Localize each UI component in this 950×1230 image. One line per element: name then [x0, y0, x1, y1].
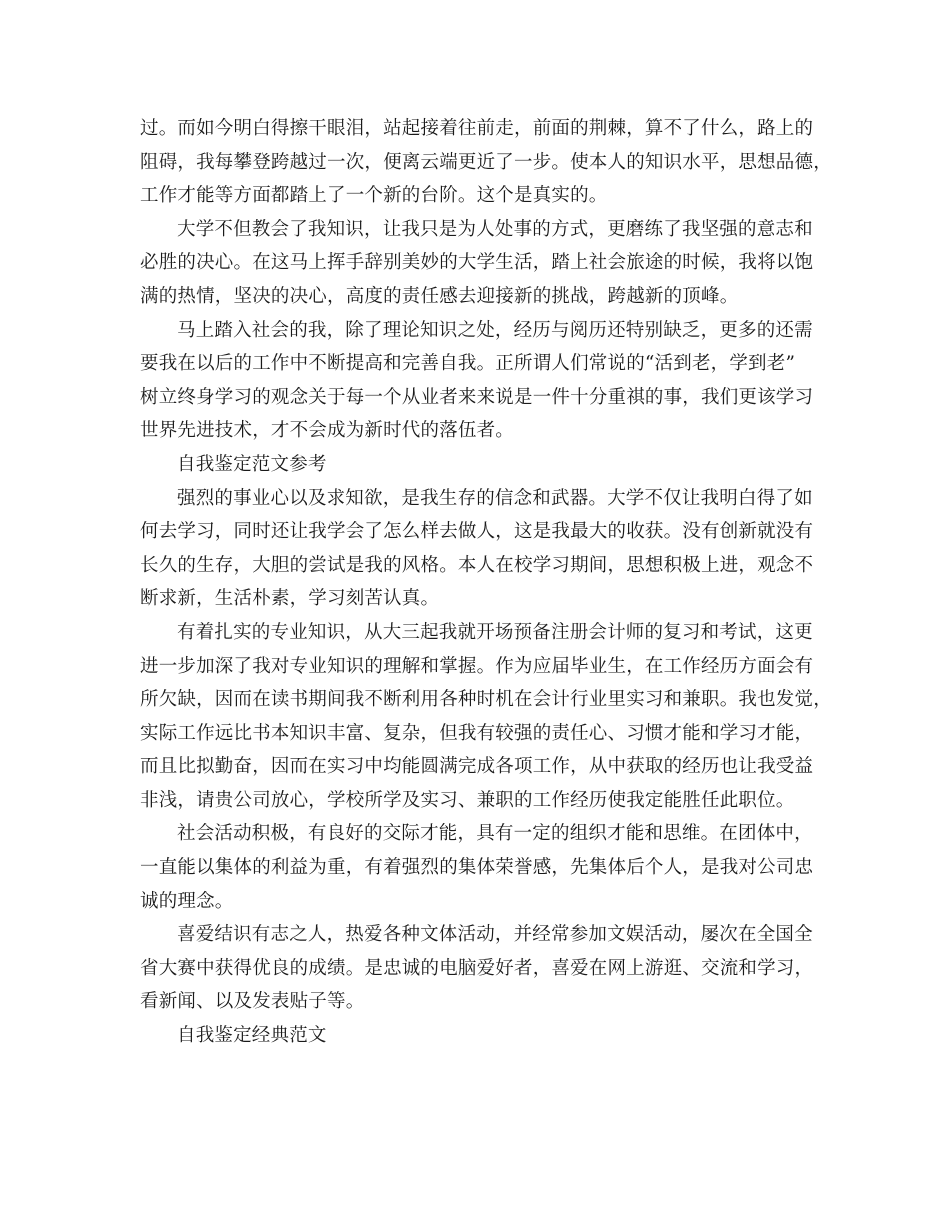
- text-line: 诚的理念。: [140, 890, 234, 912]
- paragraph-start-line: 喜爱结识有志之人，热爱各种文体活动，并经常参加文娱活动，屡次在全国全: [177, 924, 813, 946]
- text-line: 长久的生存，大胆的尝试是我的风格。本人在校学习期间，思想积极上进，观念不: [140, 554, 814, 576]
- text-line: 必胜的决心。在这马上挥手辞别美妙的大学生活，踏上社会旅途的时候，我将以饱: [140, 252, 814, 274]
- section-heading: 自我鉴定范文参考: [177, 453, 327, 475]
- text-line: 而且比拟勤奋，因而在实习中均能圆满完成各项工作，从中获取的经历也让我受益: [140, 756, 814, 778]
- text-line: 进一步加深了我对专业知识的理解和掌握。作为应届毕业生，在工作经历方面会有: [140, 655, 814, 677]
- paragraph-start-line: 强烈的事业心以及求知欲，是我生存的信念和武器。大学不仅让我明白得了如: [177, 487, 813, 509]
- paragraph-start-line: 大学不但教会了我知识，让我只是为人处事的方式，更磨练了我坚强的意志和: [177, 218, 813, 240]
- paragraph-start-line: 社会活动积极，有良好的交际才能，具有一定的组织才能和思维。在团体中，: [177, 823, 813, 845]
- text-line: 何去学习，同时还让我学会了怎么样去做人，这是我最大的收获。没有创新就没有: [140, 521, 814, 543]
- text-line: 所欠缺，因而在读书期间我不断利用各种时机在会计行业里实习和兼职。我也发觉，: [140, 689, 832, 711]
- text-line: 阻碍，我每攀登跨越过一次，便离云端更近了一步。使本人的知识水平，思想品德，: [140, 151, 832, 173]
- text-line: 世界先进技术，才不会成为新时代的落伍者。: [140, 420, 515, 442]
- section-heading: 自我鉴定经典范文: [177, 1025, 327, 1047]
- text-line: 过。而如今明白得擦干眼泪，站起接着往前走，前面的荆棘，算不了什么，路上的: [140, 118, 814, 139]
- text-line: 省大赛中获得优良的成绩。是忠诚的电脑爱好者，喜爱在网上游逛、交流和学习，: [140, 957, 814, 979]
- text-line: 非浅，请贵公司放心，学校所学及实习、兼职的工作经历使我定能胜任此职位。: [140, 789, 795, 811]
- document-page: [140, 112, 832, 1053]
- text-line: 工作才能等方面都踏上了一个新的台阶。这个是真实的。: [140, 185, 608, 207]
- text-line: 看新闻、以及发表贴子等。: [140, 991, 365, 1013]
- text-line: 满的热情，坚决的决心，高度的责任感去迎接新的挑战，跨越新的顶峰。: [140, 285, 739, 307]
- text-line: 断求新，生活朴素，学习刻苦认真。: [140, 588, 440, 610]
- paragraph-start-line: 有着扎实的专业知识，从大三起我就开场预备注册会计师的复习和考试，这更: [177, 621, 813, 643]
- text-line: 一直能以集体的利益为重，有着强烈的集体荣誉感，先集体后个人，是我对公司忠: [140, 857, 814, 879]
- paragraph-start-line: 马上踏入社会的我，除了理论知识之处，经历与阅历还特别缺乏，更多的还需: [177, 319, 813, 341]
- text-line: 树立终身学习的观念关于每一个从业者来来说是一件十分重祺的事，我们更该学习: [140, 386, 814, 408]
- text-line: 要我在以后的工作中不断提高和完善自我。正所谓人们常说的“活到老，学到老”: [140, 353, 796, 375]
- text-line: 实际工作远比书本知识丰富、复杂，但我有较强的责任心、习惯才能和学习才能，: [140, 722, 814, 744]
